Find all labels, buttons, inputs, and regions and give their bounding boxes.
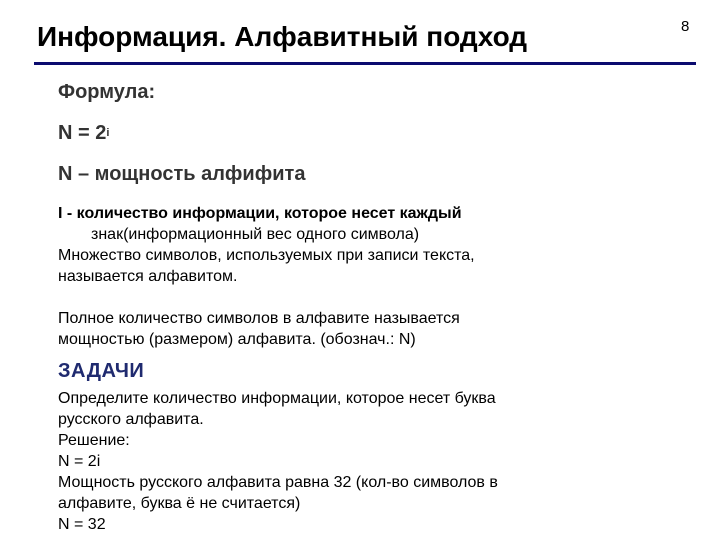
power-line-2: мощностью (размером) алфавита. (обознач.: N)	[58, 331, 416, 348]
tasks-heading: ЗАДАЧИ	[58, 360, 145, 382]
info-line-1: I - количество информации, которое несет каждый	[58, 205, 462, 222]
formula	[58, 122, 698, 146]
task-line: алфавите, буква ё не считается)	[58, 495, 301, 512]
power-definition: N – мощность алфифита	[58, 163, 306, 185]
task-line: N = 2i	[58, 453, 101, 470]
info-line-2: знак(информационный вес одного символа)	[91, 226, 420, 243]
page-number: 8	[681, 18, 690, 35]
power-paragraph	[58, 308, 698, 350]
task-line: N = 32	[58, 516, 106, 533]
task-line: Определите количество информации, которое несет буква	[58, 390, 496, 407]
slide-title: Информация. Алфавитный подход	[37, 21, 528, 52]
info-paragraph	[58, 203, 698, 287]
slide-body	[58, 81, 698, 535]
formula-label: Формула:	[58, 81, 156, 103]
alphabet-line-2: называется алфавитом.	[58, 268, 238, 285]
title-divider	[34, 62, 696, 65]
task-line: Решение:	[58, 432, 130, 449]
task-line: Мощность русского алфавита равна 32 (кол-во символов в	[58, 474, 498, 491]
tasks-body	[58, 388, 698, 535]
formula-exponent: i	[106, 127, 110, 139]
alphabet-line-1: Множество символов, используемых при записи текста,	[58, 247, 475, 264]
task-line: русского алфавита.	[58, 411, 204, 428]
power-line-1: Полное количество символов в алфавите называется	[58, 310, 460, 327]
formula-base: N = 2	[58, 122, 107, 144]
